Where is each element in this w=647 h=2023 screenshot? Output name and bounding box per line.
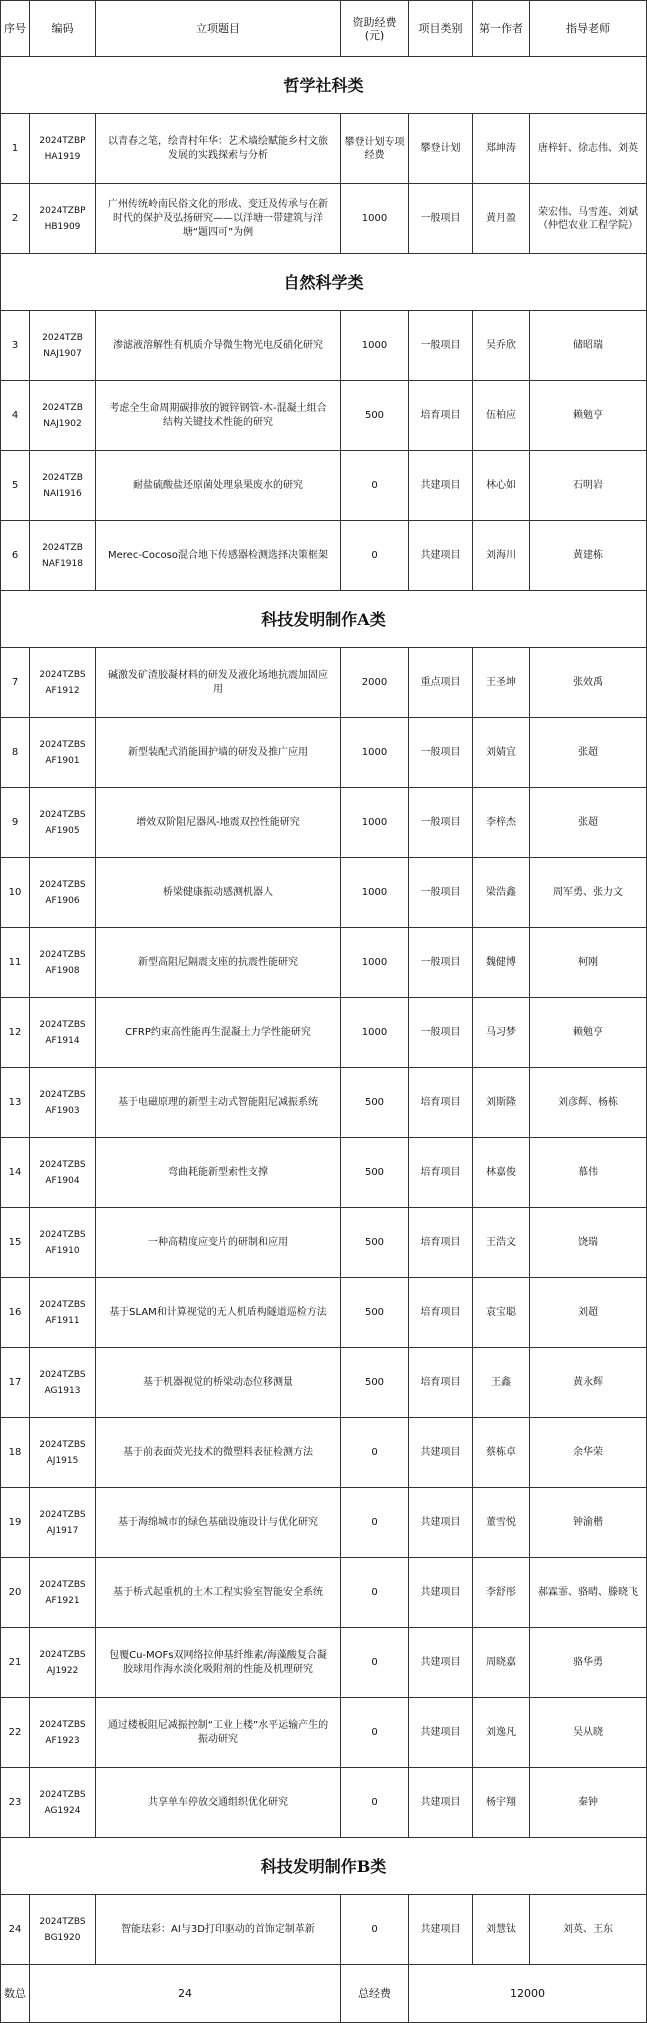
cell-no: 21 xyxy=(1,1628,30,1698)
cell-title: 渗滤液溶解性有机质介导微生物光电反硝化研究 xyxy=(96,311,341,381)
cell-code xyxy=(30,1698,96,1768)
cell-fund: 1000 xyxy=(341,311,409,381)
code-line: AF1921 xyxy=(45,1595,80,1606)
code-line: AF1905 xyxy=(45,825,80,836)
cell-advisor: 荣宏伟、马雪莲、刘斌（仲恺农业工程学院） xyxy=(530,184,647,254)
code-line: 2024TZBP xyxy=(39,205,86,216)
cell-advisor: 钟渝楷 xyxy=(530,1488,647,1558)
cell-author: 刘慧钛 xyxy=(473,1895,530,1965)
cell-advisor: 骆华勇 xyxy=(530,1628,647,1698)
cell-author: 林心如 xyxy=(473,451,530,521)
table-row xyxy=(1,1068,647,1138)
cell-no: 10 xyxy=(1,858,30,928)
code-line: AF1908 xyxy=(45,965,80,976)
cell-no: 2 xyxy=(1,184,30,254)
cell-category: 一般项目 xyxy=(409,184,473,254)
code-line: 2024TZBS xyxy=(39,879,86,890)
cell-author: 吴乔欣 xyxy=(473,311,530,381)
cell-title: 桥梁健康振动感测机器人 xyxy=(96,858,341,928)
cell-category: 培育项目 xyxy=(409,1278,473,1348)
cell-title: 碱激发矿渣胶凝材料的研发及液化场地抗震加固应用 xyxy=(96,648,341,718)
cell-advisor: 张超 xyxy=(530,788,647,858)
cell-no: 19 xyxy=(1,1488,30,1558)
cell-category: 共建项目 xyxy=(409,451,473,521)
cell-title: 弯曲耗能新型索性支撑 xyxy=(96,1138,341,1208)
cell-title: 基于前表面荧光技术的微塑料表征检测方法 xyxy=(96,1418,341,1488)
table-row xyxy=(1,114,647,184)
table-row xyxy=(1,451,647,521)
cell-advisor: 柯刚 xyxy=(530,928,647,998)
table-row xyxy=(1,928,647,998)
table-row xyxy=(1,381,647,451)
table-row xyxy=(1,1698,647,1768)
cell-no: 4 xyxy=(1,381,30,451)
cell-fund: 2000 xyxy=(341,648,409,718)
table-row xyxy=(1,1628,647,1698)
table-row xyxy=(1,1208,647,1278)
table-row xyxy=(1,1768,647,1838)
code-line: 2024TZBS xyxy=(39,1439,86,1450)
cell-title: 耐盐硫酸盐还原菌处理泉果废水的研究 xyxy=(96,451,341,521)
code-line: AG1913 xyxy=(44,1385,81,1396)
code-line: HA1919 xyxy=(44,151,81,162)
code-line: 2024TZBS xyxy=(39,1719,86,1730)
code-line: AF1910 xyxy=(45,1245,80,1256)
section-title: 科技发明制作B类 xyxy=(1,1838,647,1895)
cell-fund: 500 xyxy=(341,1068,409,1138)
cell-title: 基于机器视觉的桥梁动态位移测量 xyxy=(96,1348,341,1418)
cell-author: 王鑫 xyxy=(473,1348,530,1418)
cell-no: 15 xyxy=(1,1208,30,1278)
cell-category: 一般项目 xyxy=(409,998,473,1068)
cell-title: 基于电磁原理的新型主动式智能阻尼减振系统 xyxy=(96,1068,341,1138)
header-category: 项目类别 xyxy=(409,1,473,57)
cell-fund: 0 xyxy=(341,451,409,521)
code-line: 2024TZBS xyxy=(39,949,86,960)
cell-title: 以青春之笔，绘青村年华：艺术墙绘赋能乡村文旅发展的实践探索与分析 xyxy=(96,114,341,184)
cell-no: 22 xyxy=(1,1698,30,1768)
cell-fund: 1000 xyxy=(341,718,409,788)
cell-title: 共享单车停放交通组织优化研究 xyxy=(96,1768,341,1838)
cell-fund: 0 xyxy=(341,1488,409,1558)
code-line: 2024TZB xyxy=(42,332,83,343)
cell-author: 李梓杰 xyxy=(473,788,530,858)
code-line: AG1924 xyxy=(44,1805,81,1816)
code-line: 2024TZBS xyxy=(39,1299,86,1310)
header-advisor: 指导老师 xyxy=(530,1,647,57)
code-line: NAJ1902 xyxy=(43,418,82,429)
code-line: AF1901 xyxy=(45,755,80,766)
cell-no: 24 xyxy=(1,1895,30,1965)
cell-no: 5 xyxy=(1,451,30,521)
cell-fund: 1000 xyxy=(341,184,409,254)
cell-code xyxy=(30,451,96,521)
cell-code xyxy=(30,1348,96,1418)
section-row xyxy=(1,1838,647,1895)
cell-author: 王圣坤 xyxy=(473,648,530,718)
cell-no: 12 xyxy=(1,998,30,1068)
cell-no: 11 xyxy=(1,928,30,998)
cell-advisor: 唐梓轩、徐志伟、刘英 xyxy=(530,114,647,184)
section-title: 自然科学类 xyxy=(1,254,647,311)
code-line: 2024TZBS xyxy=(39,1229,86,1240)
cell-title: CFRP约束高性能再生混凝土力学性能研究 xyxy=(96,998,341,1068)
section-row xyxy=(1,254,647,311)
cell-category: 培育项目 xyxy=(409,1138,473,1208)
cell-category: 共建项目 xyxy=(409,1558,473,1628)
cell-advisor: 郝霖霏、骆晴、滕晓飞 xyxy=(530,1558,647,1628)
cell-category: 一般项目 xyxy=(409,718,473,788)
cell-code xyxy=(30,1278,96,1348)
table-row xyxy=(1,1138,647,1208)
cell-no: 16 xyxy=(1,1278,30,1348)
cell-category: 共建项目 xyxy=(409,1418,473,1488)
code-line: 2024TZBS xyxy=(39,809,86,820)
table-body xyxy=(1,57,647,1965)
code-line: AF1912 xyxy=(45,685,80,696)
cell-category: 培育项目 xyxy=(409,1348,473,1418)
code-line: AF1906 xyxy=(45,895,80,906)
summary-count: 24 xyxy=(30,1965,341,2023)
cell-fund: 0 xyxy=(341,521,409,591)
table-row xyxy=(1,184,647,254)
cell-code xyxy=(30,184,96,254)
cell-advisor: 赖勉亨 xyxy=(530,998,647,1068)
cell-author: 蔡栋卓 xyxy=(473,1418,530,1488)
summary-total: 12000 xyxy=(409,1965,647,2023)
table-row xyxy=(1,998,647,1068)
cell-no: 23 xyxy=(1,1768,30,1838)
code-line: 2024TZBS xyxy=(39,1649,86,1660)
cell-advisor: 刘英、王东 xyxy=(530,1895,647,1965)
cell-advisor: 石明岩 xyxy=(530,451,647,521)
cell-advisor: 周军勇、张力文 xyxy=(530,858,647,928)
cell-advisor: 刘超 xyxy=(530,1278,647,1348)
cell-no: 20 xyxy=(1,1558,30,1628)
cell-no: 8 xyxy=(1,718,30,788)
cell-code xyxy=(30,1488,96,1558)
code-line: NAF1918 xyxy=(42,558,83,569)
cell-category: 共建项目 xyxy=(409,521,473,591)
cell-author: 李舒彤 xyxy=(473,1558,530,1628)
cell-title: 基于海绵城市的绿色基础设施设计与优化研究 xyxy=(96,1488,341,1558)
cell-category: 共建项目 xyxy=(409,1895,473,1965)
cell-advisor: 黄建栋 xyxy=(530,521,647,591)
cell-fund: 500 xyxy=(341,381,409,451)
code-line: AF1923 xyxy=(45,1735,80,1746)
cell-author: 林嘉俊 xyxy=(473,1138,530,1208)
cell-category: 一般项目 xyxy=(409,788,473,858)
cell-author: 刘斯隆 xyxy=(473,1068,530,1138)
cell-author: 郑坤涛 xyxy=(473,114,530,184)
section-title: 科技发明制作A类 xyxy=(1,591,647,648)
cell-code xyxy=(30,1558,96,1628)
cell-no: 9 xyxy=(1,788,30,858)
code-line: AF1904 xyxy=(45,1175,80,1186)
code-line: AJ1917 xyxy=(46,1525,79,1536)
cell-code xyxy=(30,521,96,591)
cell-title: 包覆Cu-MOFs双网络拉伸基纤维素/海藻酸复合凝胶球用作海水淡化吸附剂的性能及机理研究 xyxy=(96,1628,341,1698)
cell-category: 共建项目 xyxy=(409,1628,473,1698)
code-line: 2024TZBS xyxy=(39,1789,86,1800)
cell-no: 14 xyxy=(1,1138,30,1208)
table-row xyxy=(1,1488,647,1558)
code-line: BG1920 xyxy=(44,1932,81,1943)
cell-no: 7 xyxy=(1,648,30,718)
cell-advisor: 余华荣 xyxy=(530,1418,647,1488)
cell-category: 攀登计划 xyxy=(409,114,473,184)
cell-fund: 1000 xyxy=(341,858,409,928)
table-row xyxy=(1,1278,647,1348)
cell-fund: 0 xyxy=(341,1418,409,1488)
cell-code xyxy=(30,1768,96,1838)
cell-category: 一般项目 xyxy=(409,928,473,998)
cell-title: 通过楼板阻尼减振控制“工业上楼”水平运输产生的振动研究 xyxy=(96,1698,341,1768)
cell-fund: 1000 xyxy=(341,998,409,1068)
code-line: 2024TZBS xyxy=(39,1019,86,1030)
cell-category: 共建项目 xyxy=(409,1488,473,1558)
cell-title: 基于SLAM和计算视觉的无人机盾构隧道巡检方法 xyxy=(96,1278,341,1348)
table-row xyxy=(1,1348,647,1418)
cell-no: 17 xyxy=(1,1348,30,1418)
cell-code xyxy=(30,311,96,381)
cell-author: 杨宇翔 xyxy=(473,1768,530,1838)
cell-code xyxy=(30,114,96,184)
code-line: 2024TZBS xyxy=(39,1369,86,1380)
cell-author: 魏健博 xyxy=(473,928,530,998)
code-line: HB1909 xyxy=(44,221,81,232)
code-line: 2024TZBS xyxy=(39,1089,86,1100)
cell-author: 周晓嘉 xyxy=(473,1628,530,1698)
cell-code xyxy=(30,858,96,928)
cell-fund: 500 xyxy=(341,1348,409,1418)
cell-fund: 0 xyxy=(341,1698,409,1768)
section-row xyxy=(1,57,647,114)
code-line: 2024TZBS xyxy=(39,739,86,750)
cell-advisor: 吴从晓 xyxy=(530,1698,647,1768)
header-fund: 资助经费(元) xyxy=(341,1,409,57)
summary-count-label: 数总 xyxy=(1,1965,30,2023)
cell-advisor: 刘彦辉、杨栋 xyxy=(530,1068,647,1138)
summary-row xyxy=(1,1965,647,2023)
cell-code xyxy=(30,1418,96,1488)
table-row xyxy=(1,858,647,928)
cell-fund: 0 xyxy=(341,1558,409,1628)
code-line: 2024TZBS xyxy=(39,1916,86,1927)
cell-advisor: 秦钟 xyxy=(530,1768,647,1838)
cell-fund: 攀登计划专项经费 xyxy=(341,114,409,184)
cell-fund: 500 xyxy=(341,1138,409,1208)
cell-author: 刘逸凡 xyxy=(473,1698,530,1768)
header-author: 第一作者 xyxy=(473,1,530,57)
cell-code xyxy=(30,1895,96,1965)
code-line: 2024TZBS xyxy=(39,1509,86,1520)
code-line: AF1911 xyxy=(45,1315,80,1326)
cell-author: 马习梦 xyxy=(473,998,530,1068)
cell-title: 新型高阻尼隔震支座的抗震性能研究 xyxy=(96,928,341,998)
header-title: 立项题目 xyxy=(96,1,341,57)
cell-code xyxy=(30,1068,96,1138)
code-line: AJ1915 xyxy=(46,1455,79,1466)
table-row xyxy=(1,1895,647,1965)
table-row xyxy=(1,648,647,718)
cell-title: 基于桥式起重机的土木工程实验室智能安全系统 xyxy=(96,1558,341,1628)
cell-code xyxy=(30,718,96,788)
cell-advisor: 张超 xyxy=(530,718,647,788)
cell-fund: 0 xyxy=(341,1628,409,1698)
cell-category: 培育项目 xyxy=(409,1068,473,1138)
cell-fund: 0 xyxy=(341,1768,409,1838)
cell-title: 考虑全生命周期碳排放的镀锌钢管-木-混凝土组合结构关键技术性能的研究 xyxy=(96,381,341,451)
cell-fund: 1000 xyxy=(341,928,409,998)
cell-author: 刘海川 xyxy=(473,521,530,591)
cell-fund: 500 xyxy=(341,1278,409,1348)
cell-title: 一种高精度应变片的研制和应用 xyxy=(96,1208,341,1278)
cell-advisor: 慕伟 xyxy=(530,1138,647,1208)
cell-author: 刘婧宜 xyxy=(473,718,530,788)
header-code: 编码 xyxy=(30,1,96,57)
cell-category: 共建项目 xyxy=(409,1698,473,1768)
cell-code xyxy=(30,1138,96,1208)
table-row xyxy=(1,521,647,591)
cell-category: 重点项目 xyxy=(409,648,473,718)
cell-category: 共建项目 xyxy=(409,1768,473,1838)
code-line: 2024TZB xyxy=(42,472,83,483)
cell-title: 广州传统岭南民俗文化的形成、变迁及传承与在新时代的保护及弘扬研究——以洋塘一带建筑与洋塘“题四可”为例 xyxy=(96,184,341,254)
cell-no: 1 xyxy=(1,114,30,184)
summary-total-label: 总经费 xyxy=(341,1965,409,2023)
cell-title: 智能珐彩：AI与3D打印驱动的首饰定制革新 xyxy=(96,1895,341,1965)
code-line: NAI1916 xyxy=(43,488,82,499)
cell-advisor: 赖勉亨 xyxy=(530,381,647,451)
table-row xyxy=(1,1558,647,1628)
cell-title: Merec-Cocoso混合地下传感器检测选择决策框架 xyxy=(96,521,341,591)
table-row xyxy=(1,788,647,858)
cell-author: 袁宝聪 xyxy=(473,1278,530,1348)
cell-author: 梁浩鑫 xyxy=(473,858,530,928)
cell-category: 一般项目 xyxy=(409,311,473,381)
cell-code xyxy=(30,1628,96,1698)
cell-fund: 0 xyxy=(341,1895,409,1965)
table-row xyxy=(1,1418,647,1488)
cell-category: 培育项目 xyxy=(409,1208,473,1278)
table-row xyxy=(1,311,647,381)
cell-code xyxy=(30,788,96,858)
cell-title: 增效双阶阻尼器风-地震双控性能研究 xyxy=(96,788,341,858)
code-line: 2024TZBS xyxy=(39,1159,86,1170)
code-line: 2024TZB xyxy=(42,542,83,553)
section-row xyxy=(1,591,647,648)
cell-code xyxy=(30,648,96,718)
cell-code xyxy=(30,1208,96,1278)
cell-author: 王浩文 xyxy=(473,1208,530,1278)
cell-no: 6 xyxy=(1,521,30,591)
cell-author: 董雪悦 xyxy=(473,1488,530,1558)
code-line: AF1903 xyxy=(45,1105,80,1116)
cell-category: 一般项目 xyxy=(409,858,473,928)
section-title: 哲学社科类 xyxy=(1,57,647,114)
table-row xyxy=(1,718,647,788)
cell-code xyxy=(30,381,96,451)
cell-title: 新型装配式消能围护墙的研发及推广应用 xyxy=(96,718,341,788)
code-line: AF1914 xyxy=(45,1035,80,1046)
cell-author: 伍柏应 xyxy=(473,381,530,451)
cell-advisor: 饶瑞 xyxy=(530,1208,647,1278)
cell-author: 黄月盈 xyxy=(473,184,530,254)
cell-advisor: 储昭瑞 xyxy=(530,311,647,381)
cell-no: 18 xyxy=(1,1418,30,1488)
code-line: 2024TZBS xyxy=(39,669,86,680)
code-line: AJ1922 xyxy=(46,1665,79,1676)
cell-code xyxy=(30,998,96,1068)
cell-no: 3 xyxy=(1,311,30,381)
header-row xyxy=(1,1,647,57)
cell-advisor: 黄永辉 xyxy=(530,1348,647,1418)
header-no: 序号 xyxy=(1,1,30,57)
cell-advisor: 张效禹 xyxy=(530,648,647,718)
cell-fund: 1000 xyxy=(341,788,409,858)
cell-fund: 500 xyxy=(341,1208,409,1278)
cell-category: 培育项目 xyxy=(409,381,473,451)
cell-code xyxy=(30,928,96,998)
code-line: 2024TZB xyxy=(42,402,83,413)
code-line: 2024TZBP xyxy=(39,135,86,146)
cell-no: 13 xyxy=(1,1068,30,1138)
code-line: 2024TZBS xyxy=(39,1579,86,1590)
code-line: NAJ1907 xyxy=(43,348,82,359)
